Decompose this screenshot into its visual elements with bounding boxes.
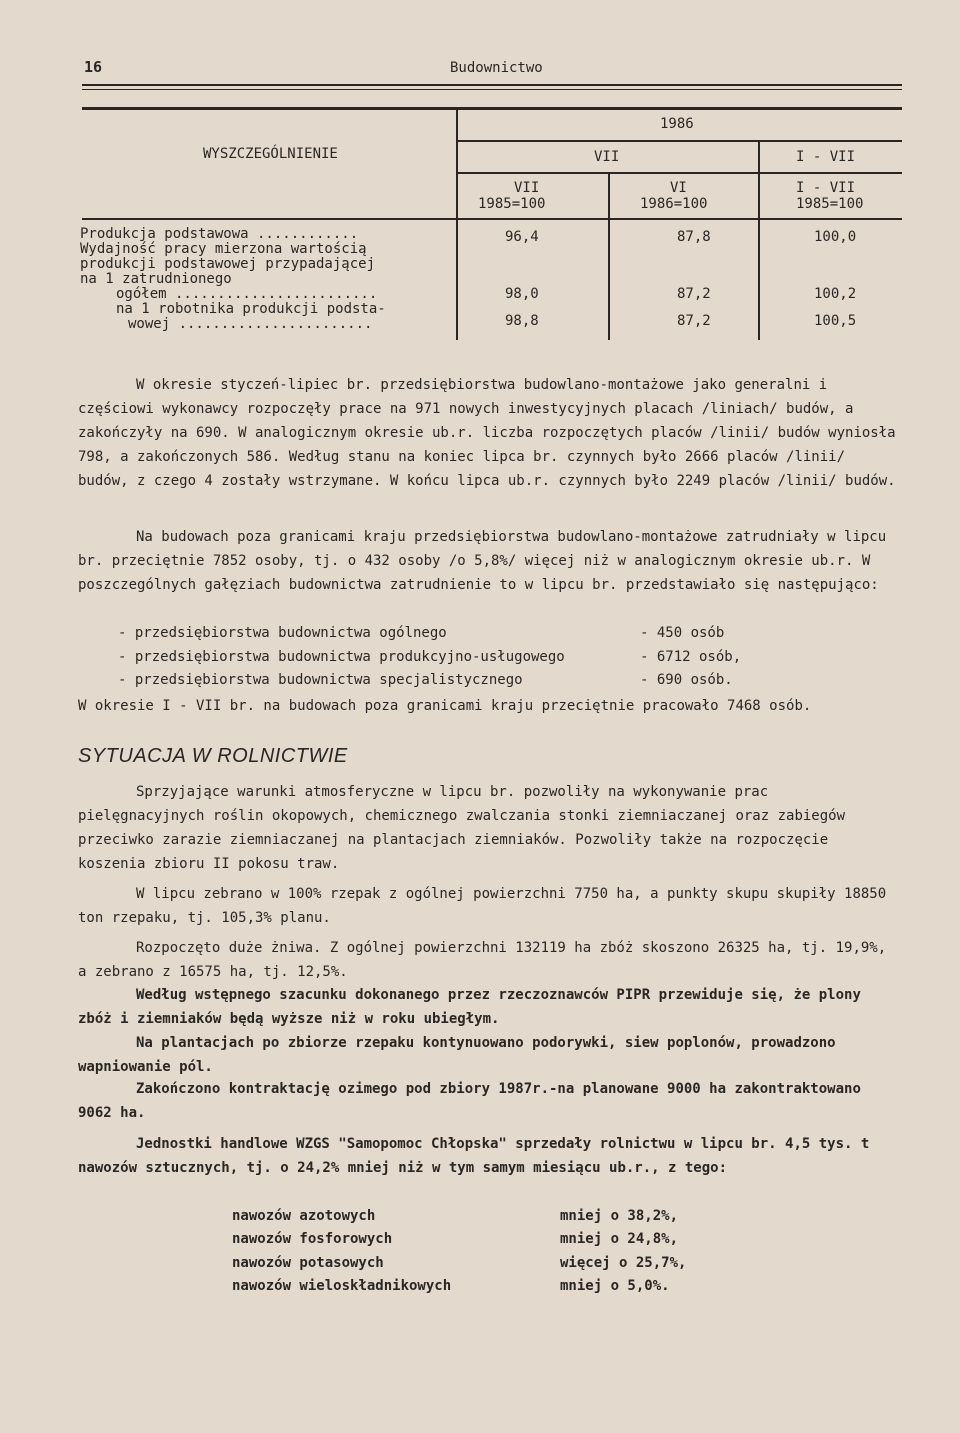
table-cell: 100,2	[814, 286, 857, 302]
table-row-label: wowej .......................	[128, 316, 373, 332]
table-cell: 100,5	[814, 313, 857, 329]
list-item-value: - 690 osób.	[640, 672, 733, 688]
table-col-divider	[608, 173, 610, 340]
table-col1-head-line2: 1985=100	[478, 196, 546, 212]
fertilizer-value: mniej o 5,0%.	[560, 1278, 670, 1294]
list-item-value: - 6712 osób,	[640, 649, 742, 665]
list-item-value: - 450 osób	[640, 625, 725, 641]
header-rule-thin	[82, 89, 902, 90]
table-cell: 100,0	[814, 229, 857, 245]
table-col1-head-line1: VII	[514, 180, 540, 196]
table-top-rule	[82, 107, 902, 110]
table-cell: 87,2	[677, 286, 711, 302]
table-group-vii: VII	[594, 149, 620, 165]
table-stub-divider	[456, 108, 458, 340]
running-title: Budownictwo	[450, 60, 543, 76]
paragraph-agriculture-6: Zakończono kontraktację ozimego pod zbiory 1987r.-na planowane 9000 ha zakontraktowano 9062 ha.	[78, 1081, 861, 1121]
list-item: - przedsiębiorstwa budownictwa ogólnego	[118, 625, 447, 641]
fertilizer-label: nawozów azotowych	[232, 1208, 376, 1224]
table-year-rule	[456, 140, 902, 142]
table-row-label: Wydajność pracy mierzona wartością	[80, 241, 367, 257]
table-stub-header: WYSZCZEGÓLNIENIE	[203, 146, 338, 162]
table-group-i-vii: I - VII	[796, 149, 856, 165]
table-cell: 87,2	[677, 313, 711, 329]
table-head-bottom-rule	[82, 218, 902, 220]
paragraph-agriculture-3: Rozpoczęto duże żniwa. Z ogólnej powierzchni 132119 ha zbóż skoszono 26325 ha, tj. 19,9%, a zebrano z 16575 ha, tj. 12,5%.	[78, 940, 887, 980]
table-cell: 96,4	[505, 229, 539, 245]
table-cell: 98,8	[505, 313, 539, 329]
table-row-label: na 1 zatrudnionego	[80, 271, 232, 287]
paragraph-agriculture-7: Jednostki handlowe WZGS "Samopomoc Chłopska" sprzedały rolnictwu w lipcu br. 4,5 tys. t nawozów sztucznych, tj. o 24,2% mniej niż w tym samym miesiącu ub.r., z tego:	[78, 1136, 870, 1176]
table-group-divider	[758, 141, 760, 340]
table-row-label: produkcji podstawowej przypadającej	[80, 256, 376, 272]
table-row-label: Produkcja podstawowa ............	[80, 226, 359, 242]
table-year-header: 1986	[660, 116, 694, 132]
fertilizer-value: mniej o 38,2%,	[560, 1208, 679, 1224]
table-col2-head-line1: VI	[670, 180, 687, 196]
list-item: - przedsiębiorstwa budownictwa specjalistycznego	[118, 672, 523, 688]
fertilizer-value: więcej o 25,7%,	[560, 1255, 687, 1271]
fertilizer-label: nawozów fosforowych	[232, 1231, 393, 1247]
paragraph-construction-3: W okresie I - VII br. na budowach poza granicami kraju przeciętnie pracowało 7468 osób.	[78, 698, 812, 714]
list-item: - przedsiębiorstwa budownictwa produkcyjno-usługowego	[118, 649, 565, 665]
table-cell: 87,8	[677, 229, 711, 245]
table-row-label: ogółem ........................	[116, 286, 378, 302]
table-group-rule	[456, 172, 902, 174]
header-rule	[82, 84, 902, 86]
fertilizer-label: nawozów wieloskładnikowych	[232, 1278, 452, 1294]
fertilizer-value: mniej o 24,8%,	[560, 1231, 679, 1247]
table-row-label: na 1 robotnika produkcji podsta-	[116, 301, 386, 317]
fertilizer-label: nawozów potasowych	[232, 1255, 384, 1271]
section-title-agriculture: SYTUACJA W ROLNICTWIE	[78, 745, 348, 767]
table-col3-head-line1: I - VII	[796, 180, 856, 196]
paragraph-agriculture-2: W lipcu zebrano w 100% rzepak z ogólnej powierzchni 7750 ha, a punkty skupu skupiły 18850 ton rzepaku, tj. 105,3% planu.	[78, 886, 887, 926]
table-col2-head-line2: 1986=100	[640, 196, 708, 212]
paragraph-construction-1: W okresie styczeń-lipiec br. przedsiębiorstwa budowlano-montażowe jako generalni i częściowi wykonawcy rozpoczęły prace na 971 nowych inwestycyjnych placach /liniach/ budów, a zakończyły na 690. W analogicznym okresie ub.r. liczba rozpoczętych placów /linii/ budów wyniosła 798, a zakończonych 586. Według stanu na koniec lipca br. czynnych było 2666 placów /linii/ budów, z czego 4 zostały wstrzymane. W końcu lipca ub.r. czynnych było 2249 placów /linii/ budów.	[78, 377, 896, 489]
table-cell: 98,0	[505, 286, 539, 302]
table-col3-head-line2: 1985=100	[796, 196, 864, 212]
paragraph-agriculture-5: Na plantacjach po zbiorze rzepaku kontynuowano podorywki, siew poplonów, prowadzono wapniowanie pól.	[78, 1035, 836, 1075]
paragraph-agriculture-1: Sprzyjające warunki atmosferyczne w lipcu br. pozwoliły na wykonywanie prac pielęgnacyjnych roślin okopowych, chemicznego zwalczania stonki ziemniaczanej oraz zabiegów przeciwko zarazie ziemniaczanej na plantacjach ziemniaków. Pozwoliły także na rozpoczęcie koszenia zbioru II pokosu traw.	[78, 784, 846, 872]
paragraph-construction-2: Na budowach poza granicami kraju przedsiębiorstwa budowlano-montażowe zatrudniały w lipcu br. przeciętnie 7852 osoby, tj. o 432 osoby /o 5,8%/ więcej niż w analogicznym okresie ub.r. W poszczególnych gałęziach budownictwa zatrudnienie to w lipcu br. przedstawiało się następująco:	[78, 529, 887, 593]
paragraph-agriculture-4: Według wstępnego szacunku dokonanego przez rzeczoznawców PIPR przewiduje się, że plony zbóż i ziemniaków będą wyższe niż w roku ubiegłym.	[78, 987, 861, 1027]
page-number: 16	[84, 58, 103, 76]
